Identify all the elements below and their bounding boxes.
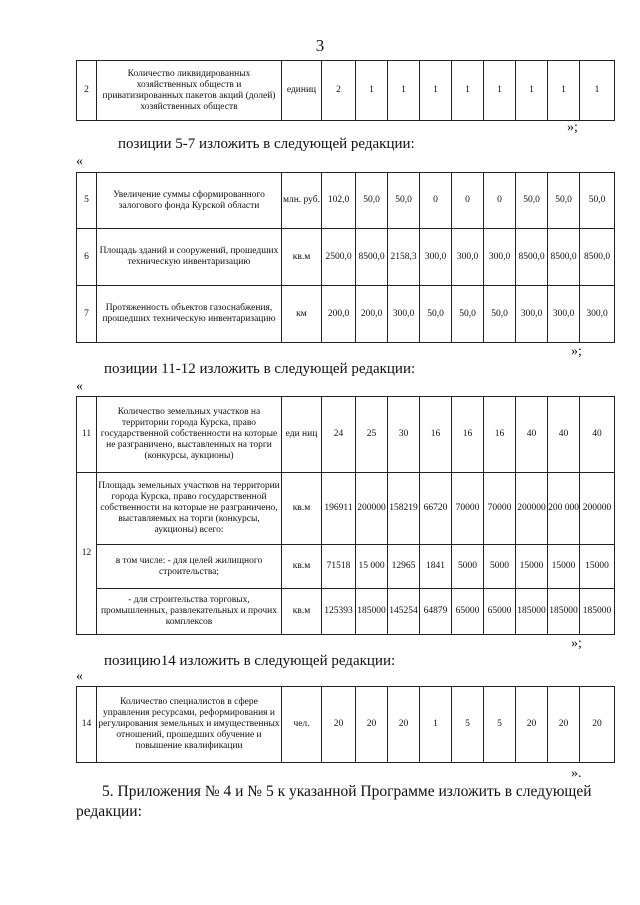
table-row [77,473,615,545]
row-value: 200000 [580,473,615,545]
row-value: 1 [580,61,615,121]
closing-quote: ». [571,766,582,781]
row-value: 125393 [322,589,356,635]
closing-quote: »; [567,120,578,135]
table-positions-5-7 [76,172,615,343]
row-value: 2 [322,61,356,121]
table-row [77,286,615,343]
row-value: 20 [388,687,420,763]
row-unit: кв.м [282,229,322,286]
row-description: в том числе: - для целей жилищного строительства; [97,545,282,589]
row-value: 0 [420,173,452,229]
row-value: 71518 [322,545,356,589]
row-unit: чел. [282,687,322,763]
table-row [77,173,615,229]
row-value: 40 [516,397,548,473]
row-value: 1841 [420,545,452,589]
row-value: 300,0 [580,286,615,343]
row-value: 50,0 [356,173,388,229]
row-value: 2158,3 [388,229,420,286]
row-value: 200,0 [322,286,356,343]
row-value: 50,0 [484,286,516,343]
instruction-positions-11-12: позиции 11-12 изложить в следующей редакции: [104,361,416,377]
table-position-2 [76,60,615,121]
row-value: 1 [452,61,484,121]
row-unit: кв.м [282,589,322,635]
row-value: 158219 [388,473,420,545]
row-value: 16 [420,397,452,473]
row-value: 5 [484,687,516,763]
row-value: 30 [388,397,420,473]
row-unit: единиц [282,61,322,121]
row-value: 200,0 [356,286,388,343]
row-number: 6 [77,229,97,286]
row-description: Площадь земельных участков на территории города Курска, право государственной собственности на которые не разграничено, выставляемых на торги (конкурсы, аукционы) всего: [97,473,282,545]
opening-quote: « [76,154,83,169]
row-value: 1 [516,61,548,121]
row-value: 1 [420,687,452,763]
row-value: 1 [548,61,580,121]
row-value: 20 [322,687,356,763]
row-number: 2 [77,61,97,121]
row-value: 5000 [484,545,516,589]
row-value: 40 [548,397,580,473]
opening-quote: « [76,669,83,684]
row-value: 50,0 [388,173,420,229]
row-unit: км [282,286,322,343]
row-value: 15000 [580,545,615,589]
row-description: Площадь зданий и сооружений, прошедших техническую инвентаризацию [97,229,282,286]
row-value: 200000 [356,473,388,545]
row-number: 12 [77,473,97,635]
row-value: 145254 [388,589,420,635]
closing-quote: »; [571,636,582,651]
row-description: - для строительства торговых, промышленных, развлекательных и прочих комплексов [97,589,282,635]
row-number: 7 [77,286,97,343]
instruction-positions-5-7: позиции 5-7 изложить в следующей редакции: [118,136,415,152]
row-value: 1 [484,61,516,121]
row-value: 200000 [516,473,548,545]
row-value: 1 [420,61,452,121]
row-description: Увеличение суммы сформированного залогового фонда Курской области [97,173,282,229]
row-unit: млн. руб. [282,173,322,229]
row-value: 300,0 [388,286,420,343]
row-value: 50,0 [516,173,548,229]
row-value: 300,0 [548,286,580,343]
instruction-position-14: позицию14 изложить в следующей редакции: [104,653,396,669]
row-value: 200 000 [548,473,580,545]
row-value: 5000 [452,545,484,589]
row-value: 12965 [388,545,420,589]
page-number: 3 [315,36,325,55]
row-value: 300,0 [516,286,548,343]
table-row [77,397,615,473]
row-value: 65000 [452,589,484,635]
row-value: 102,0 [322,173,356,229]
row-number: 14 [77,687,97,763]
row-unit: кв.м [282,545,322,589]
table-row [77,61,615,121]
row-value: 50,0 [420,286,452,343]
opening-quote: « [76,379,83,394]
row-value: 1 [356,61,388,121]
row-description: Количество земельных участков на территории города Курска, право государственной собственности на которые не разграничено, выставленных на торги (конкурсы, аукционы) [97,397,282,473]
table-row [77,589,615,635]
row-value: 20 [356,687,388,763]
paragraph-5: 5. Приложения № 4 и № 5 к указанной Программе изложить в следующей редакции: [76,783,592,820]
table-row [77,545,615,589]
row-value: 20 [548,687,580,763]
row-value: 20 [516,687,548,763]
row-value: 2500,0 [322,229,356,286]
row-value: 5 [452,687,484,763]
row-value: 185000 [580,589,615,635]
row-value: 0 [452,173,484,229]
row-value: 64879 [420,589,452,635]
row-description: Количество ликвидированных хозяйственных обществ и приватизированных пакетов акций (долей) хозяйственных обществ [97,61,282,121]
row-value: 50,0 [548,173,580,229]
table-positions-11-12 [76,396,615,635]
row-value: 8500,0 [548,229,580,286]
row-value: 24 [322,397,356,473]
table-row [77,687,615,763]
row-value: 8500,0 [580,229,615,286]
closing-quote: »; [571,344,582,359]
row-description: Количество специалистов в сфере управления ресурсами, реформирования и регулирования земельных и имущественных отношений, прошедших обучение и повышение квалификации [97,687,282,763]
row-value: 50,0 [580,173,615,229]
row-unit: еди ниц [282,397,322,473]
row-value: 20 [580,687,615,763]
row-value: 40 [580,397,615,473]
table-position-14 [76,686,615,763]
row-description: Протяженность объектов газоснабжения, прошедших техническую инвентаризацию [97,286,282,343]
row-value: 8500,0 [356,229,388,286]
row-unit: кв.м [282,473,322,545]
row-value: 15000 [548,545,580,589]
row-value: 70000 [452,473,484,545]
row-value: 66720 [420,473,452,545]
row-number: 11 [77,397,97,473]
row-value: 15000 [516,545,548,589]
row-value: 8500,0 [516,229,548,286]
row-value: 196911 [322,473,356,545]
row-value: 0 [484,173,516,229]
row-value: 300,0 [484,229,516,286]
row-value: 16 [484,397,516,473]
row-value: 50,0 [452,286,484,343]
row-value: 300,0 [452,229,484,286]
row-value: 1 [388,61,420,121]
row-number: 5 [77,173,97,229]
row-value: 185000 [516,589,548,635]
row-value: 16 [452,397,484,473]
row-value: 70000 [484,473,516,545]
row-value: 65000 [484,589,516,635]
row-value: 185000 [356,589,388,635]
table-row [77,229,615,286]
row-value: 185000 [548,589,580,635]
row-value: 300,0 [420,229,452,286]
row-value: 25 [356,397,388,473]
row-value: 15 000 [356,545,388,589]
